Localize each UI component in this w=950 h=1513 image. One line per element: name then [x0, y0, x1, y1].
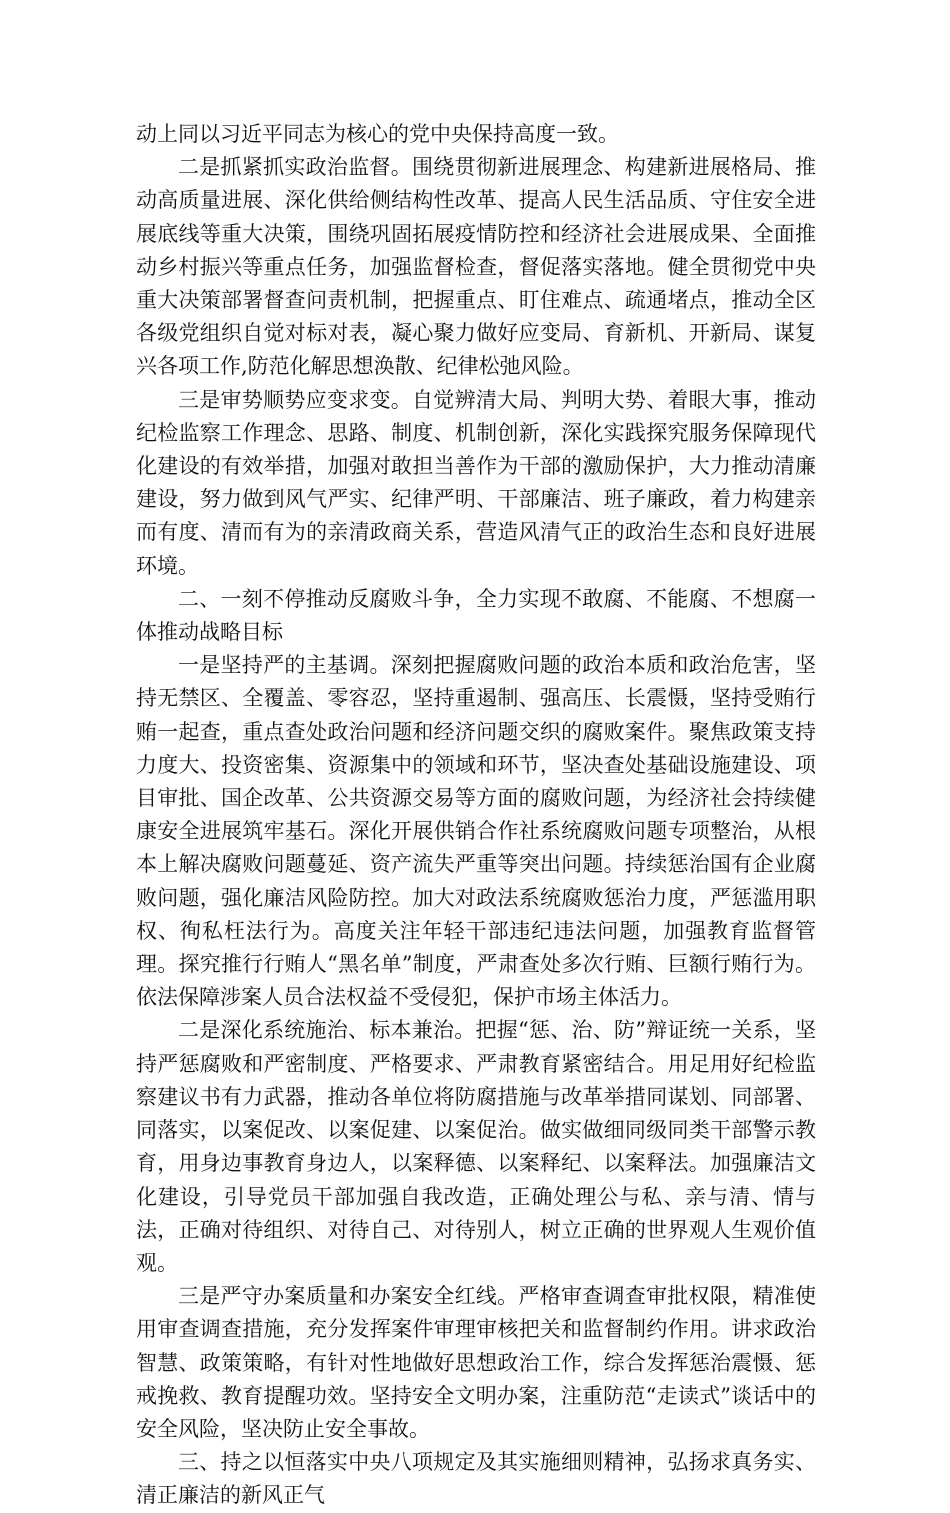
document-body: [136, 118, 816, 1513]
paragraph-case-quality: 三是严守办案质量和办案安全红线。严格审查调查审批权限，精准使用审查调查措施，充分发挥案件审理审核把关和监督制约作用。讲求政治智慧、政策策略，有针对性地做好思想政治工作，综合发挥惩治震慑、惩戒挽救、教育提醒功效。坚持安全文明办案，注重防范“走读式”谈话中的安全风险，坚决防止安全事故。: [136, 1284, 816, 1441]
section-heading-eight-regulations: 三、持之以恒落实中央八项规定及其实施细则精神，弘扬求真务实、清正廉洁的新风正气: [136, 1450, 816, 1508]
paragraph-political-supervision: 二是抓紧抓实政治监督。围绕贯彻新进展理念、构建新进展格局、推动高质量进展、深化供给侧结构性改革、提高人民生活品质、守住安全进展底线等重大决策，围绕巩固拓展疫情防控和经济社会进展成果、全面推动乡村振兴等重点任务，加强监督检查，督促落实落地。健全贯彻党中央重大决策部署督查问责机制，把握重点、盯住难点、疏通堵点，推动全区各级党组织自觉对标对表，凝心聚力做好应变局、育新机、开新局、谋复兴各项工作,防范化解思想涣散、纪律松弛风险。: [136, 155, 816, 379]
section-heading-anti-corruption: 二、一刻不停推动反腐败斗争，全力实现不敢腐、不能腐、不想腐一体推动战略目标: [136, 586, 816, 645]
paragraph-adapt-to-change: 三是审势顺势应变求变。自觉辨清大局、判明大势、着眼大事，推动纪检监察工作理念、思路、制度、机制创新，深化实践探究服务保障现代化建设的有效举措，加强对敢担当善作为干部的激励保护，大力推动清廉建设，努力做到风气严实、纪律严明、干部廉洁、班子廉政，着力构建亲而有度、清而有为的亲清政商关系，营造风清气正的政治生态和良好进展环境。: [136, 387, 816, 578]
paragraph-continuation: 动上同以习近平同志为核心的党中央保持高度一致。: [136, 122, 619, 146]
paragraph-systematic-governance: 二是深化系统施治、标本兼治。把握“惩、治、防”辩证统一关系，坚持严惩腐败和严密制度、严格要求、严肃教育紧密结合。用足用好纪检监察建议书有力武器，推动各单位将防腐措施与改革举措同谋划、同部署、同落实，以案促改、以案促建、以案促治。做实做细同级同类干部警示教育，用身边事教育身边人，以案释德、以案释纪、以案释法。加强廉洁文化建设，引导党员干部加强自我改造，正确处理公与私、亲与清、情与法，正确对待组织、对待自己、对待别人，树立正确的世界观人生观价值观。: [136, 1018, 816, 1275]
paragraph-strict-tone: 一是坚持严的主基调。深刻把握腐败问题的政治本质和政治危害，坚持无禁区、全覆盖、零容忍，坚持重遏制、强高压、长震慑，坚持受贿行贿一起查，重点查处政治问题和经济问题交织的腐败案件。聚焦政策支持力度大、投资密集、资源集中的领域和环节，坚决查处基础设施建设、项目审批、国企改革、公共资源交易等方面的腐败问题，为经济社会持续健康安全进展筑牢基石。深化开展供销合作社系统腐败问题专项整治，从根本上解决腐败问题蔓延、资产流失严重等突出问题。持续惩治国有企业腐败问题，强化廉洁风险防控。加大对政法系统腐败惩治力度，严惩滥用职权、徇私枉法行为。高度关注年轻干部违纪违法问题，加强教育监督管理。探究推行行贿人“黑名单”制度，严肃查处多次行贿、巨额行贿行为。依法保障涉案人员合法权益不受侵犯，保护市场主体活力。: [136, 653, 816, 1010]
